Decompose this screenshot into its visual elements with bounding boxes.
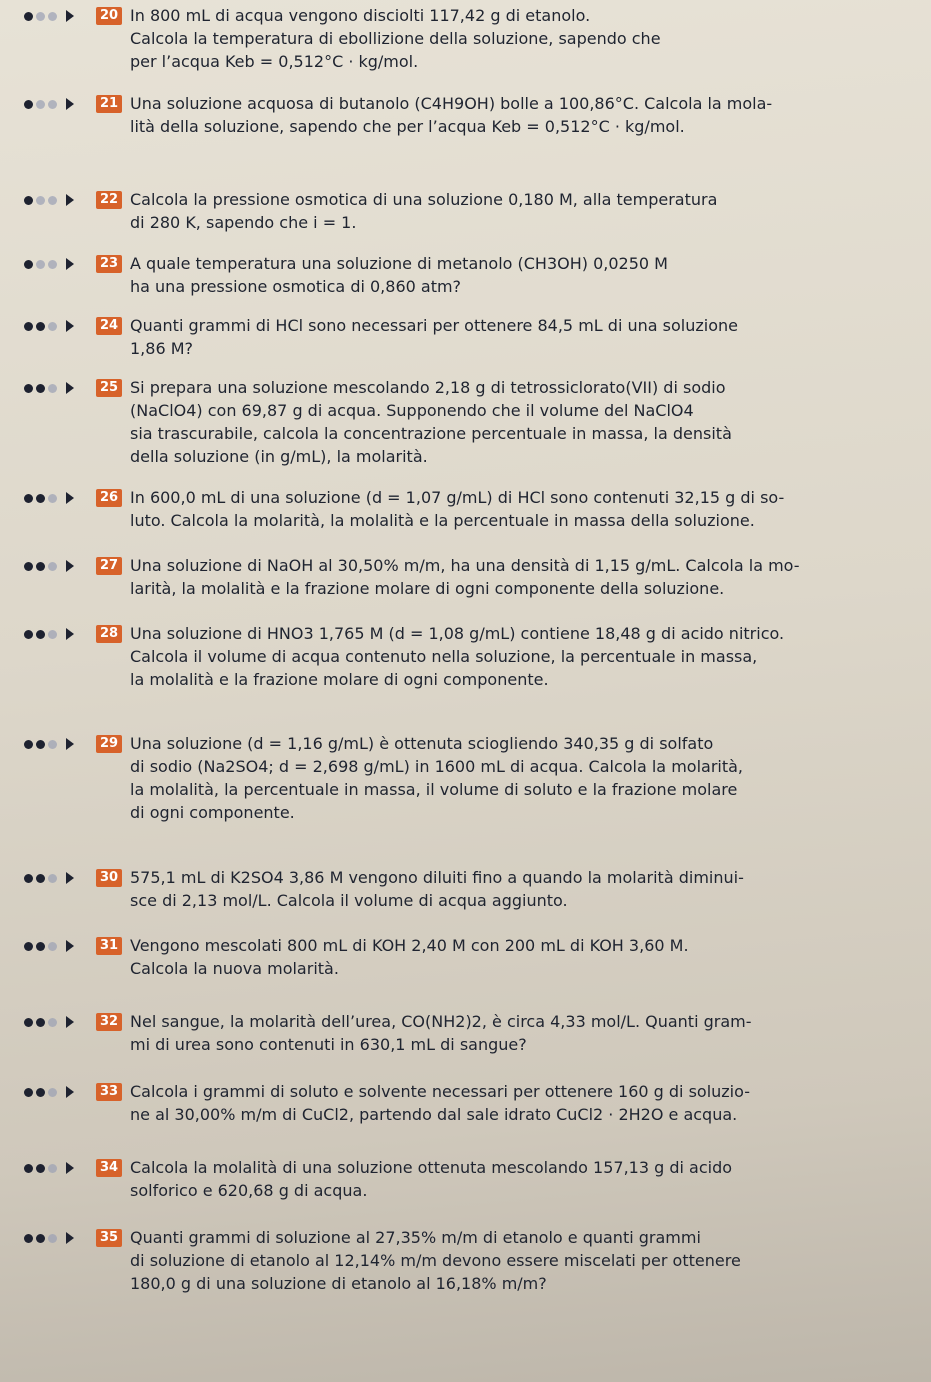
arrow-right-icon xyxy=(66,258,74,270)
exercise-text xyxy=(130,4,910,73)
exercise-line: Calcola i grammi di soluto e solvente necessari per ottenere 160 g di soluzio- xyxy=(130,1082,750,1101)
arrow-right-icon xyxy=(66,1162,74,1174)
exercise-line: la molalità, la percentuale in massa, il volume di soluto e la frazione molare xyxy=(130,780,738,799)
exercise-line: mi di urea sono contenuti in 630,1 mL di sangue? xyxy=(130,1035,527,1054)
difficulty-dot-filled xyxy=(36,740,45,749)
exercise-text xyxy=(130,1156,910,1202)
exercise-number: 25 xyxy=(96,379,122,397)
difficulty-dot-empty xyxy=(48,260,57,269)
exercise-number: 32 xyxy=(96,1013,122,1031)
exercise-line: Calcola la temperatura di ebollizione della soluzione, sapendo che xyxy=(130,29,661,48)
difficulty-dot-empty xyxy=(36,12,45,21)
exercise-line: Calcola il volume di acqua contenuto nella soluzione, la percentuale in massa, xyxy=(130,647,758,666)
difficulty-dot-filled xyxy=(36,630,45,639)
difficulty-indicator xyxy=(24,558,88,574)
difficulty-dot-filled xyxy=(36,1088,45,1097)
difficulty-dot-filled xyxy=(24,1088,33,1097)
exercise-line: Una soluzione acquosa di butanolo (C4H9OH) bolle a 100,86°C. Calcola la mola- xyxy=(130,94,773,113)
exercise-text xyxy=(130,622,910,691)
arrow-right-icon xyxy=(66,940,74,952)
exercise-line: sce di 2,13 mol/L. Calcola il volume di acqua aggiunto. xyxy=(130,891,568,910)
exercise-line: A quale temperatura una soluzione di metanolo (CH3OH) 0,0250 M xyxy=(130,254,668,273)
difficulty-dot-filled xyxy=(24,874,33,883)
exercise-text xyxy=(130,314,910,360)
arrow-right-icon xyxy=(66,1232,74,1244)
exercise-line: (NaClO4) con 69,87 g di acqua. Supponendo che il volume del NaClO4 xyxy=(130,401,694,420)
exercise-text xyxy=(130,1226,910,1295)
exercise-line: Calcola la molalità di una soluzione ottenuta mescolando 157,13 g di acido xyxy=(130,1158,733,1177)
difficulty-dot-filled xyxy=(24,942,33,951)
difficulty-dot-filled xyxy=(24,322,33,331)
exercise-line: ha una pressione osmotica di 0,860 atm? xyxy=(130,277,462,296)
difficulty-dot-filled xyxy=(36,562,45,571)
difficulty-dot-filled xyxy=(24,630,33,639)
difficulty-dot-empty xyxy=(48,384,57,393)
exercise-line: Una soluzione (d = 1,16 g/mL) è ottenuta sciogliendo 340,35 g di solfato xyxy=(130,734,714,753)
difficulty-dot-empty xyxy=(36,196,45,205)
exercise-line: luto. Calcola la molarità, la molalità e la percentuale in massa della soluzione. xyxy=(130,511,755,530)
difficulty-dot-filled xyxy=(24,1234,33,1243)
exercise-number: 33 xyxy=(96,1083,122,1101)
exercise-number: 24 xyxy=(96,317,122,335)
exercise-number: 27 xyxy=(96,557,122,575)
difficulty-dot-empty xyxy=(48,1234,57,1243)
difficulty-indicator xyxy=(24,8,88,24)
difficulty-dot-filled xyxy=(24,1018,33,1027)
exercise-line: 180,0 g di una soluzione di etanolo al 16,18% m/m? xyxy=(130,1274,547,1293)
difficulty-indicator xyxy=(24,1014,88,1030)
exercise-line: Quanti grammi di HCl sono necessari per ottenere 84,5 mL di una soluzione xyxy=(130,316,738,335)
difficulty-indicator xyxy=(24,192,88,208)
exercise-line: In 800 mL di acqua vengono disciolti 117,42 g di etanolo. xyxy=(130,6,591,25)
difficulty-indicator xyxy=(24,380,88,396)
exercise-text xyxy=(130,934,910,980)
exercise-line: 575,1 mL di K2SO4 3,86 M vengono diluiti fino a quando la molarità diminui- xyxy=(130,868,744,887)
difficulty-dot-filled xyxy=(24,740,33,749)
difficulty-dot-filled xyxy=(24,260,33,269)
arrow-right-icon xyxy=(66,1016,74,1028)
exercise-text xyxy=(130,1010,910,1056)
difficulty-indicator xyxy=(24,1084,88,1100)
exercise-number: 31 xyxy=(96,937,122,955)
exercise-line: di sodio (Na2SO4; d = 2,698 g/mL) in 1600 mL di acqua. Calcola la molarità, xyxy=(130,757,744,776)
difficulty-indicator xyxy=(24,626,88,642)
arrow-right-icon xyxy=(66,194,74,206)
difficulty-dot-empty xyxy=(36,260,45,269)
difficulty-indicator xyxy=(24,1230,88,1246)
exercise-text xyxy=(130,376,910,468)
arrow-right-icon xyxy=(66,1086,74,1098)
difficulty-dot-filled xyxy=(24,562,33,571)
difficulty-dot-empty xyxy=(48,942,57,951)
exercise-line: di 280 K, sapendo che i = 1. xyxy=(130,213,357,232)
difficulty-dot-filled xyxy=(36,1234,45,1243)
exercise-number: 35 xyxy=(96,1229,122,1247)
arrow-right-icon xyxy=(66,628,74,640)
exercise-line: Una soluzione di NaOH al 30,50% m/m, ha una densità di 1,15 g/mL. Calcola la mo- xyxy=(130,556,800,575)
difficulty-dot-empty xyxy=(48,1164,57,1173)
exercise-line: Vengono mescolati 800 mL di KOH 2,40 M con 200 mL di KOH 3,60 M. xyxy=(130,936,689,955)
difficulty-dot-empty xyxy=(48,12,57,21)
difficulty-dot-filled xyxy=(36,384,45,393)
difficulty-dot-filled xyxy=(36,1018,45,1027)
exercise-text xyxy=(130,92,910,138)
exercise-number: 21 xyxy=(96,95,122,113)
exercise-text xyxy=(130,486,910,532)
difficulty-dot-filled xyxy=(36,1164,45,1173)
arrow-right-icon xyxy=(66,98,74,110)
exercise-text xyxy=(130,866,910,912)
exercise-line: Si prepara una soluzione mescolando 2,18 g di tetrossiclorato(VII) di sodio xyxy=(130,378,726,397)
difficulty-dot-filled xyxy=(24,494,33,503)
exercise-number: 26 xyxy=(96,489,122,507)
exercise-line: la molalità e la frazione molare di ogni componente. xyxy=(130,670,549,689)
difficulty-dot-empty xyxy=(48,874,57,883)
exercise-line: per l’acqua Keb = 0,512°C · kg/mol. xyxy=(130,52,419,71)
difficulty-dot-filled xyxy=(24,100,33,109)
difficulty-indicator xyxy=(24,870,88,886)
difficulty-dot-empty xyxy=(48,740,57,749)
exercise-number: 28 xyxy=(96,625,122,643)
exercise-line: sia trascurabile, calcola la concentrazione percentuale in massa, la densità xyxy=(130,424,732,443)
arrow-right-icon xyxy=(66,320,74,332)
difficulty-dot-filled xyxy=(36,494,45,503)
exercise-line: Calcola la nuova molarità. xyxy=(130,959,339,978)
exercise-number: 22 xyxy=(96,191,122,209)
difficulty-dot-filled xyxy=(24,1164,33,1173)
arrow-right-icon xyxy=(66,738,74,750)
difficulty-indicator xyxy=(24,938,88,954)
exercise-text xyxy=(130,188,910,234)
exercise-text xyxy=(130,252,910,298)
arrow-right-icon xyxy=(66,10,74,22)
difficulty-dot-empty xyxy=(48,322,57,331)
exercise-line: larità, la molalità e la frazione molare di ogni componente della soluzione. xyxy=(130,579,725,598)
exercise-text xyxy=(130,554,910,600)
exercise-line: In 600,0 mL di una soluzione (d = 1,07 g/mL) di HCl sono contenuti 32,15 g di so- xyxy=(130,488,785,507)
exercise-number: 20 xyxy=(96,7,122,25)
difficulty-dot-empty xyxy=(48,630,57,639)
exercise-line: Quanti grammi di soluzione al 27,35% m/m di etanolo e quanti grammi xyxy=(130,1228,701,1247)
difficulty-indicator xyxy=(24,318,88,334)
exercise-line: Calcola la pressione osmotica di una soluzione 0,180 M, alla temperatura xyxy=(130,190,718,209)
exercise-text xyxy=(130,732,910,824)
exercise-line: lità della soluzione, sapendo che per l’acqua Keb = 0,512°C · kg/mol. xyxy=(130,117,685,136)
exercise-line: Una soluzione di HNO3 1,765 M (d = 1,08 g/mL) contiene 18,48 g di acido nitrico. xyxy=(130,624,785,643)
exercise-line: Nel sangue, la molarità dell’urea, CO(NH2)2, è circa 4,33 mol/L. Quanti gram- xyxy=(130,1012,752,1031)
difficulty-dot-filled xyxy=(36,942,45,951)
exercise-number: 34 xyxy=(96,1159,122,1177)
arrow-right-icon xyxy=(66,872,74,884)
arrow-right-icon xyxy=(66,492,74,504)
arrow-right-icon xyxy=(66,382,74,394)
difficulty-dot-empty xyxy=(48,100,57,109)
difficulty-dot-empty xyxy=(48,494,57,503)
arrow-right-icon xyxy=(66,560,74,572)
difficulty-dot-filled xyxy=(36,322,45,331)
exercise-number: 23 xyxy=(96,255,122,273)
exercise-number: 29 xyxy=(96,735,122,753)
difficulty-indicator xyxy=(24,256,88,272)
difficulty-dot-empty xyxy=(48,196,57,205)
difficulty-dot-empty xyxy=(48,1018,57,1027)
difficulty-dot-empty xyxy=(48,1088,57,1097)
exercise-line: della soluzione (in g/mL), la molarità. xyxy=(130,447,428,466)
exercise-line: ne al 30,00% m/m di CuCl2, partendo dal sale idrato CuCl2 · 2H2O e acqua. xyxy=(130,1105,738,1124)
exercise-line: 1,86 M? xyxy=(130,339,194,358)
difficulty-indicator xyxy=(24,736,88,752)
exercise-line: di soluzione di etanolo al 12,14% m/m devono essere miscelati per ottenere xyxy=(130,1251,741,1270)
difficulty-dot-empty xyxy=(36,100,45,109)
difficulty-indicator xyxy=(24,96,88,112)
exercise-number: 30 xyxy=(96,869,122,887)
difficulty-dot-filled xyxy=(36,874,45,883)
difficulty-dot-filled xyxy=(24,196,33,205)
difficulty-dot-filled xyxy=(24,12,33,21)
exercise-text xyxy=(130,1080,910,1126)
exercise-line: solforico e 620,68 g di acqua. xyxy=(130,1181,368,1200)
exercise-line: di ogni componente. xyxy=(130,803,295,822)
difficulty-indicator xyxy=(24,490,88,506)
difficulty-indicator xyxy=(24,1160,88,1176)
difficulty-dot-empty xyxy=(48,562,57,571)
difficulty-dot-filled xyxy=(24,384,33,393)
